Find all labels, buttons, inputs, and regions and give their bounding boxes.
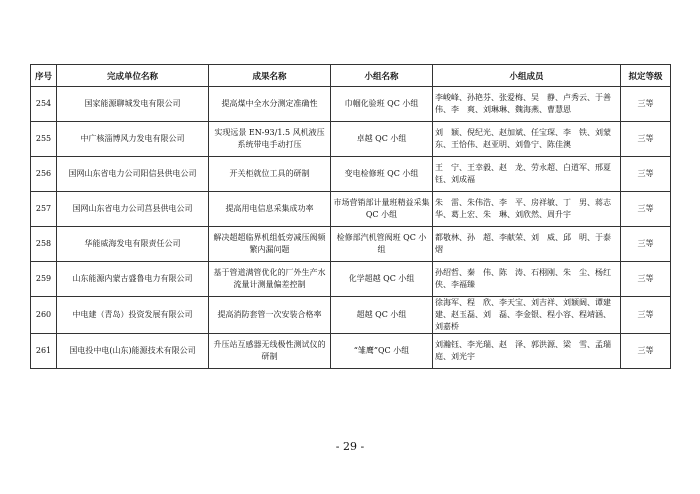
cell-team: 检修部汽机管阀班 QC 小组 bbox=[331, 227, 433, 262]
cell-unit: 国家能源聊城发电有限公司 bbox=[57, 87, 209, 122]
cell-level: 三等 bbox=[621, 262, 671, 297]
cell-unit: 国电投中电(山东)能源技术有限公司 bbox=[57, 334, 209, 369]
cell-unit: 中广核淄博风力发电有限公司 bbox=[57, 122, 209, 157]
page-number: - 29 - bbox=[335, 440, 365, 453]
cell-team: 化学超越 QC 小组 bbox=[331, 262, 433, 297]
cell-unit: 国网山东省电力公司莒县供电公司 bbox=[57, 192, 209, 227]
cell-members: 刘 颖、倪纪光、赵加斌、任宝琛、李 铁、刘蒙东、王恰伟、赵亚明、刘鲁宁、陈佳澳 bbox=[433, 122, 621, 157]
cell-result: 提高煤中全水分测定准确性 bbox=[209, 87, 331, 122]
header-team: 小组名称 bbox=[331, 65, 433, 87]
cell-team: “雏鹰”QC 小组 bbox=[331, 334, 433, 369]
cell-result: 基于管道满管优化的厂外生产水流量计测量偏差控制 bbox=[209, 262, 331, 297]
table-row bbox=[31, 122, 671, 157]
award-table bbox=[30, 64, 671, 369]
cell-members: 孙绍哲、秦 伟、陈 涛、石栩刚、朱 尘、杨红侠、李福臻 bbox=[433, 262, 621, 297]
cell-no: 258 bbox=[31, 227, 57, 262]
cell-result: 开关柜就位工具的研制 bbox=[209, 157, 331, 192]
cell-no: 254 bbox=[31, 87, 57, 122]
header-level: 拟定等级 bbox=[621, 65, 671, 87]
cell-level: 三等 bbox=[621, 122, 671, 157]
table-header-row bbox=[31, 65, 671, 87]
cell-unit: 国网山东省电力公司阳信县供电公司 bbox=[57, 157, 209, 192]
table-row bbox=[31, 262, 671, 297]
table-row bbox=[31, 192, 671, 227]
cell-team: 市场营销部计量班精益采集 QC 小组 bbox=[331, 192, 433, 227]
cell-members: 朱 雷、朱伟浩、李 平、房祥敏、丁 男、蒋志华、葛上宏、朱 琳、刘欣然、周升宇 bbox=[433, 192, 621, 227]
cell-no: 259 bbox=[31, 262, 57, 297]
cell-members: 李峻峰、孙艳芬、张爱梅、吴 静、卢秀云、于善伟、李 爽、刘琳琳、魏海燕、曹慧恩 bbox=[433, 87, 621, 122]
cell-members: 徐海军、程 欣、李天宝、刘吉祥、刘颖阔、谭建建、赵玉磊、刘 磊、李金银、程小容、程靖涵、刘嘉桥 bbox=[433, 297, 621, 334]
cell-no: 256 bbox=[31, 157, 57, 192]
cell-level: 三等 bbox=[621, 87, 671, 122]
table-row bbox=[31, 157, 671, 192]
cell-team: 超越 QC 小组 bbox=[331, 297, 433, 334]
cell-members: 刘瀚钰、李光瑞、赵 泽、郭洪源、梁 雪、孟瑞庭、刘光宇 bbox=[433, 334, 621, 369]
cell-result: 解决超超临界机组低旁减压阀频繁内漏问题 bbox=[209, 227, 331, 262]
table-row bbox=[31, 297, 671, 334]
cell-result: 升压站互感器无线极性测试仪的研制 bbox=[209, 334, 331, 369]
cell-no: 255 bbox=[31, 122, 57, 157]
cell-team: 卓越 QC 小组 bbox=[331, 122, 433, 157]
table-row bbox=[31, 227, 671, 262]
cell-level: 三等 bbox=[621, 192, 671, 227]
header-no: 序号 bbox=[31, 65, 57, 87]
cell-members: 王 宁、王幸毅、赵 龙、劳永超、白道军、邢夏钰、刘成福 bbox=[433, 157, 621, 192]
cell-unit: 华能威海发电有限责任公司 bbox=[57, 227, 209, 262]
cell-members: 都敬林、孙 超、李献荣、刘 威、邱 明、于泰熠 bbox=[433, 227, 621, 262]
cell-level: 三等 bbox=[621, 334, 671, 369]
table-row bbox=[31, 87, 671, 122]
cell-team: 巾帼化验班 QC 小组 bbox=[331, 87, 433, 122]
cell-unit: 山东能源内蒙古盛鲁电力有限公司 bbox=[57, 262, 209, 297]
cell-no: 257 bbox=[31, 192, 57, 227]
cell-no: 260 bbox=[31, 297, 57, 334]
cell-result: 实现远景 EN-93/1.5 风机液压系统带电手动打压 bbox=[209, 122, 331, 157]
cell-level: 三等 bbox=[621, 227, 671, 262]
cell-result: 提高消防套管一次安装合格率 bbox=[209, 297, 331, 334]
header-members: 小组成员 bbox=[433, 65, 621, 87]
cell-unit: 中电建（青岛）投资发展有限公司 bbox=[57, 297, 209, 334]
cell-result: 提高用电信息采集成功率 bbox=[209, 192, 331, 227]
cell-no: 261 bbox=[31, 334, 57, 369]
cell-level: 三等 bbox=[621, 297, 671, 334]
header-unit: 完成单位名称 bbox=[57, 65, 209, 87]
cell-team: 变电检修班 QC 小组 bbox=[331, 157, 433, 192]
cell-level: 三等 bbox=[621, 157, 671, 192]
table-row bbox=[31, 334, 671, 369]
header-result: 成果名称 bbox=[209, 65, 331, 87]
